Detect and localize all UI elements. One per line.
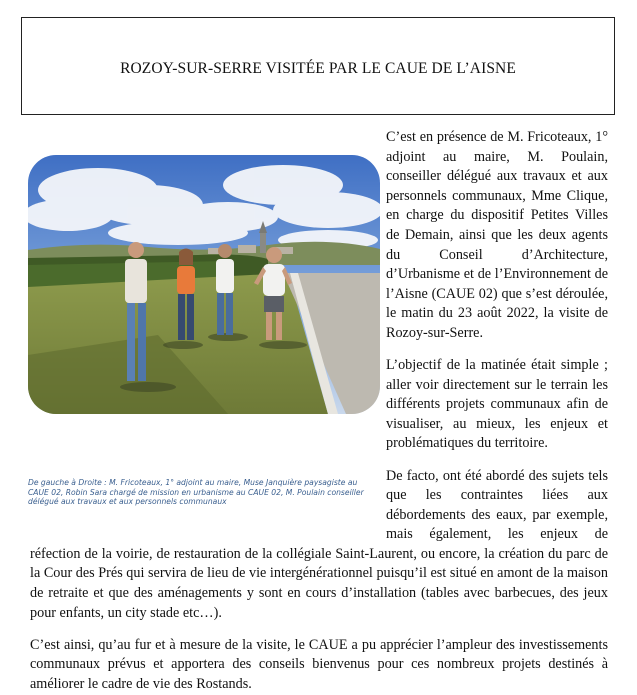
paragraph-2: L’objectif de la matinée était simple ; aller voir directement sur le terrain les différents projets communaux afin de visualiser, au mieux, les enjeux et problématiques du territoire. (386, 357, 608, 452)
paragraph-1: C’est en présence de M. Fricoteaux, 1° adjoint au maire, M. Poulain, conseiller délégué aux travaux et aux personnels communaux, Mme Clique, en charge du dispositif Petites Villes de Demain, ainsi que les deux agents du Conseil d’Architecture, d’Urbanisme et de l’Environnement de l’Aisne (CAUE 02) que s’est déroulée, le matin du 23 août 2022, la visite de Rozoy-sur-Serre. (386, 129, 608, 341)
photo-illustration (28, 155, 380, 414)
title-box (21, 17, 615, 115)
photo-caption: De gauche à Droite : M. Fricoteaux, 1° adjoint au maire, Muse Janquière paysagiste au CAUE 02, Robin Sara chargé de mission en urbanisme au CAUE 02, M. Poulain conseiller délégué aux travaux et aux personnels communaux (28, 478, 364, 507)
article-body (30, 128, 608, 695)
figure (28, 128, 380, 541)
group-photo (28, 155, 380, 414)
paragraph-3: De facto, ont été abordé des sujets tels que les contraintes liées aux débordements des eaux, par exemple, mais également, les enjeux de réfection de la voirie, de restauration de la collégiale Saint-Laurent, ou encore, la création du parc de la Cour des Prés qui servira de lieu de vie intergénérationnel puisqu’il est situé en amont de la maison de retraite et que des aménagements y sont en cours d’installation (tables avec barbecues, des jeux pour enfants, un city stade etc…). (30, 467, 608, 621)
paragraph-4: C’est ainsi, qu’au fur et à mesure de la visite, le CAUE a pu apprécier l’ampleur des investissements communaux prévus et apportera des conseils bienvenus pour ces nombreux projets destinés à améliorer le cadre de vie des Rostands. (30, 636, 608, 692)
article-title: ROZOY-SUR-SERRE VISITÉE PAR LE CAUE DE L’AISNE (120, 60, 516, 77)
